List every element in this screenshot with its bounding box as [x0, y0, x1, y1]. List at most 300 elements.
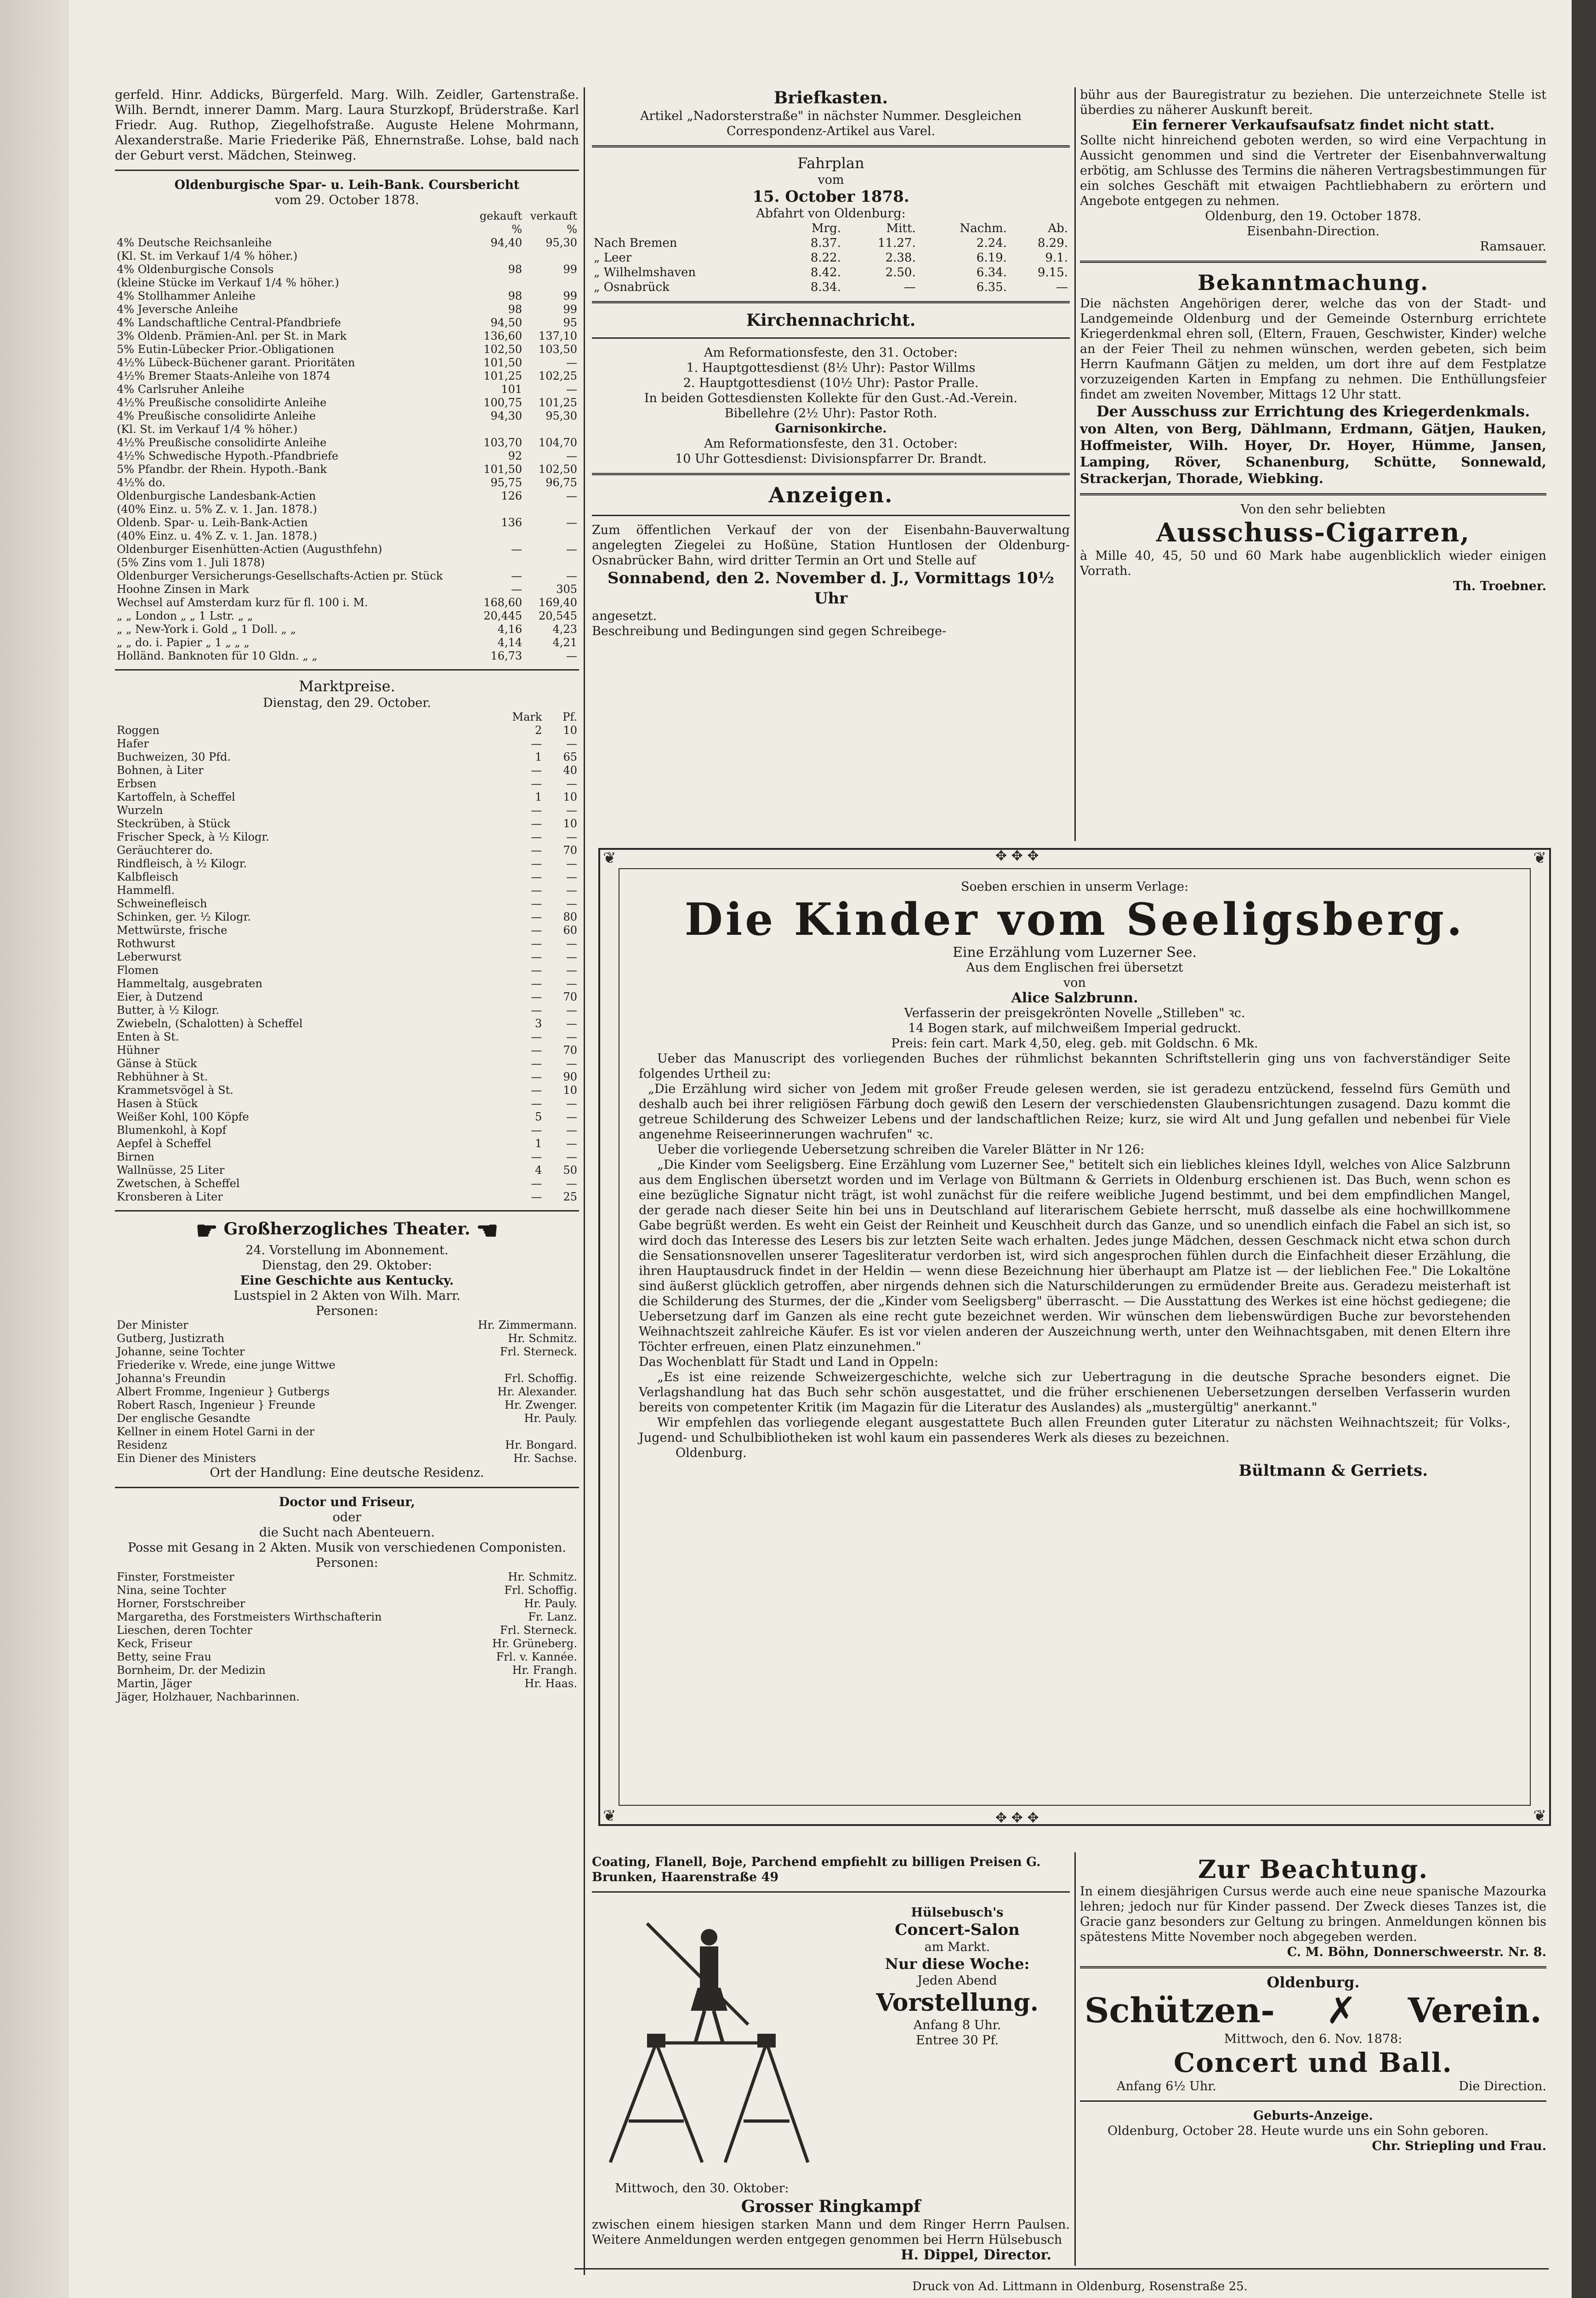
salon-start: Anfang 8 Uhr.	[913, 2018, 1001, 2032]
timetable-head: Mitt.	[886, 222, 916, 235]
market-cell: —	[566, 777, 577, 790]
bank-cell: 5% Pfandbr. der Rhein. Hypoth.-Bank	[117, 463, 327, 476]
cast-row	[115, 1650, 579, 1664]
garrison-church-title: Garnisonkirche.	[775, 421, 887, 436]
market-cell: —	[566, 857, 577, 870]
cast-cell: Frl. Schoffig.	[504, 1584, 577, 1597]
church-news-title: Kirchennachricht.	[746, 311, 916, 330]
market-rows	[115, 724, 579, 1204]
bank-cell: 98	[508, 303, 523, 316]
market-cell: —	[566, 884, 577, 897]
bank-cell: 4½% Schwedische Hypoth.-Pfandbriefe	[117, 449, 339, 462]
bank-row	[115, 449, 579, 463]
notice-org: Eisenbahn-Direction.	[1247, 224, 1380, 239]
bank-row	[115, 316, 579, 330]
divider	[115, 1487, 579, 1488]
market-cell: 2	[535, 724, 542, 737]
market-cell: 10	[563, 817, 577, 830]
book-author-note: Verfasserin der preisgekrönten Novelle „Stilleben" ꝛc.	[904, 1006, 1245, 1020]
divider	[1080, 1966, 1546, 1968]
bank-cell: 4,23	[552, 623, 577, 636]
newspaper-page	[69, 0, 1572, 2298]
market-cell: —	[531, 977, 542, 990]
market-cell: 80	[563, 910, 577, 923]
play1-title: Eine Geschichte aus Kentucky.	[240, 1274, 454, 1288]
bank-cell: 101,50	[483, 463, 523, 476]
bank-cell: (kleine Stücke im Verkauf 1/4 % höher.)	[117, 276, 339, 289]
timetable-cell: 8.34.	[810, 280, 841, 294]
bank-cell: 94,50	[490, 316, 523, 329]
auction-end-2: Beschreibung und Bedingungen sind gegen Schreibege-	[592, 624, 947, 638]
market-cell: —	[531, 1190, 542, 1203]
cast-cell: Hr. Haas.	[524, 1677, 577, 1690]
cast-cell: Der englische Gesandte	[117, 1412, 250, 1425]
market-row	[115, 1137, 579, 1150]
cast-cell: Frl. Sterneck.	[500, 1624, 577, 1637]
market-cell: —	[566, 1137, 577, 1150]
bank-row	[115, 556, 579, 569]
market-cell: —	[566, 1177, 577, 1190]
market-cell: Kartoffeln, à Scheffel	[117, 791, 235, 803]
bank-cell: —	[566, 356, 577, 369]
market-cell: —	[566, 1017, 577, 1030]
market-cell: —	[531, 1057, 542, 1070]
cast-cell: Nina, seine Tochter	[117, 1584, 226, 1597]
bank-cell: „ „ do. i. Papier „ 1 „ „ „	[117, 636, 250, 649]
market-row	[115, 1190, 579, 1204]
market-cell: 25	[563, 1190, 577, 1203]
bank-row	[115, 463, 579, 476]
bank-cell: —	[566, 449, 577, 462]
bank-cell	[474, 556, 524, 569]
market-cell: —	[531, 737, 542, 750]
bank-cell: 103,50	[539, 343, 577, 356]
bank-report-date: vom 29. October 1878.	[275, 193, 419, 207]
cast-row	[115, 1412, 579, 1425]
bank-rows	[115, 236, 579, 663]
market-cell: Zwiebeln, (Schalotten) à Scheffel	[117, 1017, 303, 1030]
bank-cell: 4% Stollhammer Anleihe	[117, 290, 256, 302]
bank-cell: Oldenburgische Landesbank-Actien	[117, 489, 316, 502]
cast-cell: Albert Fromme, Ingenieur } Gutbergs	[117, 1385, 330, 1398]
wrestling-signature: H. Dippel, Director.	[901, 2247, 1051, 2263]
market-row	[115, 1177, 579, 1190]
bank-cell: Hoohne Zinsen in Mark	[117, 583, 249, 596]
timetable-row	[592, 280, 1070, 295]
market-cell: Zwetschen, à Scheffel	[117, 1177, 240, 1190]
bank-cell: 96,75	[545, 476, 577, 489]
market-prices-date: Dienstag, den 29. October.	[263, 696, 431, 710]
bank-cell: 137,10	[539, 330, 577, 342]
bank-head-pct: %	[511, 223, 523, 236]
timetable-cell: 11.27.	[878, 236, 916, 250]
market-cell: Hühner	[117, 1044, 159, 1057]
cast-cell: Johanna's Freundin	[117, 1372, 226, 1385]
bank-cell: 20,445	[483, 609, 523, 622]
market-cell: —	[566, 1030, 577, 1043]
bank-cell: 101	[501, 383, 523, 396]
divider	[592, 337, 1070, 339]
market-cell: —	[531, 844, 542, 857]
timetable-cell: 8.37.	[810, 236, 841, 250]
cast-cell: Betty, seine Frau	[117, 1650, 212, 1663]
market-cell: —	[566, 1097, 577, 1110]
cast-row	[115, 1345, 579, 1359]
market-cell: Enten à St.	[117, 1030, 179, 1043]
bank-row	[115, 489, 579, 503]
bank-row	[115, 396, 579, 410]
book-publisher: Bültmann & Gerriets.	[1238, 1462, 1428, 1480]
wrestling-date: Mittwoch, den 30. Oktober:	[615, 2181, 789, 2196]
cast-cell	[464, 1690, 579, 1704]
market-cell: —	[566, 977, 577, 990]
market-cell: Hammelfl.	[117, 884, 175, 897]
club-event: Concert und Ball.	[1174, 2047, 1453, 2078]
book-author: Alice Salzbrunn.	[1011, 990, 1138, 1006]
corner-ornament-icon: ❦	[1533, 849, 1546, 867]
church-line: 1. Hauptgottesdienst (8½ Uhr): Pastor Willms	[686, 361, 976, 375]
market-cell: —	[531, 1044, 542, 1057]
bank-cell	[524, 503, 579, 516]
cast-row	[115, 1624, 579, 1637]
bank-cell: Oldenburger Versicherungs-Gesellschafts-Actien pr. Stück	[117, 569, 443, 582]
market-cell: —	[531, 1030, 542, 1043]
bank-cell: (40% Einz. u. 5% Z. v. 1. Jan. 1878.)	[117, 503, 318, 516]
market-cell: 70	[563, 844, 577, 857]
divider	[592, 301, 1070, 303]
bank-cell: „ „ London „ „ 1 Lstr. „ „	[117, 609, 253, 622]
market-row	[115, 924, 579, 937]
bank-cell: —	[566, 383, 577, 396]
lease-text: Sollte nicht hinreichend geboten werden, so wird eine Verpachtung in Aussicht genommen und sind die Vertreter der Eisenbahnverwaltung erbötig, am Schlusse des Termins die näheren Vertragsbestimmungen für ein solches Geschäft mit etwaigen Pachtliebhabern zu erörtern und Angebote entgegen zu nehmen.	[1080, 133, 1546, 208]
bank-cell: 305	[556, 583, 577, 596]
cast-cell: Martin, Jäger	[117, 1677, 192, 1690]
cast-cell: Robert Rasch, Ingenieur } Freunde	[117, 1399, 316, 1411]
market-row	[115, 1070, 579, 1084]
bank-cell: 102,50	[483, 343, 523, 356]
garrison-line: 10 Uhr Gottesdienst: Divisionspfarrer Dr. Brandt.	[675, 452, 987, 466]
market-cell: Hafer	[117, 737, 149, 750]
market-cell: Gänse à Stück	[117, 1057, 197, 1070]
cast-row	[115, 1610, 579, 1624]
market-row	[115, 950, 579, 964]
announcement-title: Bekanntmachung.	[1198, 270, 1429, 295]
market-row	[115, 737, 579, 751]
garrison-line: Am Reformationsfeste, den 31. October:	[704, 437, 958, 451]
market-cell: —	[531, 1084, 542, 1097]
market-cell: Steckrüben, à Stück	[117, 817, 230, 830]
bank-cell	[524, 423, 579, 436]
bank-cell: 94,40	[490, 236, 523, 249]
timetable-cell: 2.50.	[885, 266, 916, 279]
market-cell: —	[531, 937, 542, 950]
theater-title: Großherzogliches Theater.	[223, 1219, 471, 1239]
market-cell: —	[531, 857, 542, 870]
market-cell: —	[531, 924, 542, 937]
book-review-quote-3: „Es ist eine reizende Schweizergeschichte, welche sich zur Uebertragung in die deutsche Sprache besonders eignet. Die Verlagshandlung hat das Buch sehr schön ausgestattet, und die früher erschienenen Uebersetzungen derselben Verfasserin wurden bereits von competenter Kritik (im Magazin für die Literatur des Auslandes) als „mustergültig" anerkannt."	[639, 1370, 1511, 1415]
market-cell: Eier, à Dutzend	[117, 990, 203, 1003]
timetable-head: Nachm.	[960, 222, 1007, 235]
cast-row	[115, 1372, 579, 1385]
market-row	[115, 870, 579, 884]
play2-line: oder	[332, 1510, 362, 1524]
timetable-row	[592, 236, 1070, 250]
club-title-left: Schützen-	[1085, 1991, 1275, 2031]
market-cell: —	[566, 964, 577, 977]
market-cell: —	[566, 870, 577, 883]
bank-row	[115, 343, 579, 356]
divider	[115, 170, 579, 171]
timetable-cell: Nach Bremen	[594, 236, 677, 250]
bank-cell: (Kl. St. im Verkauf 1/4 % höher.)	[117, 423, 298, 436]
market-cell: Hammeltalg, ausgebraten	[117, 977, 262, 990]
salon-location: am Markt.	[924, 1940, 990, 1954]
timetable-date: 15. October 1878.	[752, 188, 909, 206]
market-cell: Wallnüsse, 25 Liter	[117, 1164, 225, 1177]
market-row	[115, 1084, 579, 1097]
market-row	[115, 1164, 579, 1177]
market-row	[115, 1030, 579, 1044]
timetable-row	[592, 265, 1070, 280]
cast-cell: Hr. Alexander.	[497, 1385, 577, 1398]
bank-cell: 99	[563, 303, 577, 316]
market-row	[115, 1124, 579, 1137]
cast-row	[115, 1690, 579, 1704]
cast-cell: Frl. Schoffig.	[504, 1372, 577, 1385]
market-cell: Birnen	[117, 1150, 154, 1163]
bank-cell: 4½% Bremer Staats-Anleihe von 1874	[117, 370, 330, 382]
cast-row	[115, 1439, 579, 1452]
cast-row	[115, 1452, 579, 1465]
market-cell: Butter, à ½ Kilogr.	[117, 1004, 220, 1017]
notice-place-date: Oldenburg, den 19. October 1878.	[1205, 209, 1421, 223]
bank-cell	[474, 423, 524, 436]
bank-cell: (Kl. St. im Verkauf 1/4 % höher.)	[117, 250, 298, 262]
cast-cell: Hr. Frangh.	[512, 1664, 577, 1677]
bank-cell: (40% Einz. u. 4% Z. v. 1. Jan. 1878.)	[117, 529, 318, 542]
printer-imprint: Druck von Ad. Littmann in Oldenburg, Rosenstraße 25.	[912, 2280, 1248, 2293]
bank-head-gekauft: gekauft	[479, 210, 523, 222]
no-further-sale: Ein fernerer Verkaufsaufsatz findet nicht statt.	[1131, 117, 1495, 133]
market-row	[115, 884, 579, 897]
corner-ornament-icon: ❦	[603, 1807, 616, 1825]
theater-heading	[115, 1218, 579, 1243]
bank-cell: 3% Oldenb. Prämien-Anl. per St. in Mark	[117, 330, 347, 342]
bank-row	[115, 436, 579, 449]
timetable-cell: —	[903, 280, 916, 294]
bank-row	[115, 250, 579, 263]
market-row	[115, 1097, 579, 1110]
bank-cell: 20,545	[539, 609, 577, 622]
bank-cell: 102,50	[539, 463, 577, 476]
auction-text: Zum öffentlichen Verkauf der von der Eisenbahn-Bauverwaltung angelegten Ziegelei zu Hoßüne, Station Huntlosen der Oldenburg-Osnabrücker Bahn, wird dritter Termin an Ort und Stelle auf	[592, 523, 1070, 568]
bank-row	[115, 290, 579, 303]
bank-cell: Oldenb. Spar- u. Leih-Bank-Actien	[117, 516, 308, 529]
church-line: In beiden Gottesdiensten Kollekte für den Gust.-Ad.-Verein.	[644, 391, 1018, 405]
theater-line: 24. Vorstellung im Abonnement.	[245, 1243, 449, 1257]
club-title-right: Verein.	[1408, 1991, 1542, 2031]
market-row	[115, 1150, 579, 1164]
market-cell: Buchweizen, 30 Pfd.	[117, 751, 231, 763]
market-cell: Aepfel à Scheffel	[117, 1137, 211, 1150]
cast-cell	[432, 1359, 579, 1372]
market-cell: —	[566, 1150, 577, 1163]
column-3	[1080, 87, 1546, 846]
bank-row	[115, 583, 579, 596]
bank-cell	[524, 250, 579, 263]
birth-notice-signature: Chr. Striepling und Frau.	[1372, 2139, 1546, 2153]
bank-cell: 4½% Lübeck-Büchener garant. Prioritäten	[117, 356, 355, 369]
cast-row	[115, 1664, 579, 1677]
timetable-cell: 8.29.	[1037, 236, 1068, 250]
cast-cell: Gutberg, Justizrath	[117, 1332, 225, 1345]
bottom-column-2	[592, 1854, 1070, 2263]
bank-row	[115, 303, 579, 316]
market-cell: —	[531, 910, 542, 923]
market-row	[115, 1017, 579, 1030]
cast-cell: Horner, Forstschreiber	[117, 1597, 245, 1610]
salon-name: Concert-Salon	[895, 1921, 1020, 1939]
cast-cell: Hr. Schmitz.	[508, 1332, 577, 1345]
market-cell: Bohnen, à Liter	[117, 764, 204, 777]
market-row	[115, 751, 579, 764]
wrestling-ad	[592, 2181, 1070, 2263]
bank-cell: 101,25	[483, 370, 523, 382]
market-cell: —	[566, 937, 577, 950]
market-cell: —	[531, 990, 542, 1003]
divider	[1080, 261, 1546, 263]
market-cell: Flomen	[117, 964, 159, 977]
market-cell: Krammetsvögel à St.	[117, 1084, 233, 1097]
cast-cell: Keck, Friseur	[117, 1637, 192, 1650]
market-row	[115, 1057, 579, 1070]
book-advertisement	[598, 848, 1551, 1826]
dance-notice-title: Zur Beachtung.	[1198, 1854, 1429, 1884]
bank-row	[115, 330, 579, 343]
bank-cell: 92	[508, 449, 523, 462]
bottom-column-3	[1080, 1854, 1546, 2259]
club-footer-row	[1080, 2079, 1546, 2094]
market-cell: —	[531, 870, 542, 883]
market-cell: Hasen à Stück	[117, 1097, 198, 1110]
cast-row	[115, 1359, 579, 1372]
letterbox-text: Artikel „Nadorsterstraße" in nächster Nummer. Desgleichen Correspondenz-Artikel aus Varel.	[640, 109, 1022, 138]
bank-cell: Holländ. Banknoten für 10 Gldn. „ „	[117, 649, 318, 662]
column-rule-3	[1074, 1852, 1076, 2266]
bank-cell: 169,40	[539, 596, 577, 609]
cast-row	[115, 1637, 579, 1650]
bank-cell: 99	[563, 263, 577, 276]
divider	[592, 1891, 1070, 1893]
market-cell: —	[531, 817, 542, 830]
salon-owner: Hülsebusch's	[911, 1906, 1004, 1920]
divider	[592, 515, 1070, 516]
club-city: Oldenburg.	[1267, 1974, 1360, 1991]
market-cell: —	[531, 964, 542, 977]
pointing-hand-right-icon: ☛	[195, 1216, 218, 1245]
bank-cell: 98	[508, 290, 523, 302]
cast-row	[115, 1597, 579, 1610]
timetable-cell: 6.35.	[976, 280, 1007, 294]
market-row	[115, 990, 579, 1004]
market-cell: Rindfleisch, à ½ Kilogr.	[117, 857, 247, 870]
market-cell: Kronsberen à Liter	[117, 1190, 223, 1203]
bank-cell	[524, 529, 579, 543]
bank-row	[115, 516, 579, 529]
bank-cell	[474, 503, 524, 516]
binding-edge-right	[1572, 0, 1596, 2298]
bank-rates-table	[115, 210, 579, 663]
timetable-head: Mrg.	[812, 222, 841, 235]
market-cell: —	[566, 1110, 577, 1123]
timetable-cell: 2.38.	[885, 251, 916, 265]
timetable-cell: 9.15.	[1037, 266, 1068, 279]
market-row	[115, 964, 579, 977]
crossed-rifles-icon: ✗	[1326, 1989, 1357, 2032]
salon-evening: Jeden Abend	[917, 1974, 997, 1988]
bank-cell: Oldenburger Eisenhütten-Actien (Augusthfehn)	[117, 543, 382, 556]
book-intro: Soeben erschien in unserm Verlage:	[960, 880, 1189, 894]
column-rule-2	[1074, 87, 1076, 841]
textile-ad: Coating, Flanell, Boje, Parchend empfiehlt zu billigen Preisen G. Brunken, Haarenstraße 49	[592, 1855, 1041, 1884]
bank-row	[115, 649, 579, 663]
column-1	[115, 87, 579, 2224]
book-review-quote-2: „Die Kinder vom Seeligsberg. Eine Erzählung vom Luzerner See," betitelt sich ein liebliches kleines Idyll, welches von Alice Salzbrunn aus dem Englischen übersetzt worden und im Verlage von Bültmann & Gerriets in Oldenburg erschienen ist. Das Buch, wenn schon es eine bezügliche Signatur nicht trägt, ist wohl zunächst für die reifere weibliche Jugend bestimmt, und bei dem empfindlichen Mangel, der gerade nach dieser Seite hin bei uns in Deutschland auf literarischem Gebiete herrscht, muß dasselbe als eine hochwillkommene Gabe begrüßt werden. Es weht ein Geist der Reinheit und Keuschheit durch das Ganze, und so unendlich einfach die Fabel an sich ist, so wird doch das Interesse des Lesers bis zur letzten Seite wach erhalten. Jedes junge Mädchen, dessen Geschmack nicht etwa schon durch die Sensationsnovellen unserer Tagesliteratur verdorben ist, wird sich angesprochen fühlen durch die Einfachheit dieser Erzählung, die ihren Hauptausdruck findet in der Heldin — wenn diese Bezeichnung hier überhaupt am Platze ist — der lieblichen Fee." Die Lokaltöne sind äußerst glücklich getroffen, aber nirgends dehnen sich die Naturschilderungen zu ermüdender Breite aus. Geradezu meisterhaft ist die Schilderung des Sturmes, der die „Kinder vom Seeligsberg" überrascht. — Die Ausstattung des Werkes ist eine höchst gediegene; die Uebersetzung darf im Ganzen als eine recht gute bezeichnet werden. Wir wünschen dem liebenswürdigen Buche zur bevorstehenden Weihnachtszeit zahlreiche Käufer. Es ist vor vielen anderen der Auszeichnung werth, unter den Weihnachtsgaben, mit denen Eltern ihre Töchter erfreuen, einen Platz einzunehmen."	[639, 1158, 1511, 1354]
concert-salon-ad	[849, 1905, 1065, 2048]
market-row	[115, 764, 579, 777]
market-cell: —	[531, 1150, 542, 1163]
market-cell: 60	[563, 924, 577, 937]
church-line: 2. Hauptgottesdienst (10½ Uhr): Pastor Pralle.	[683, 376, 979, 390]
bank-cell: 104,70	[539, 436, 577, 449]
tightrope-walker-illustration	[596, 1905, 835, 2176]
bank-row	[115, 636, 579, 649]
divider	[592, 473, 1070, 475]
footer-rule	[574, 2268, 1549, 2270]
wrestling-title: Grosser Ringkampf	[741, 2197, 921, 2216]
cast-row	[115, 1425, 579, 1439]
market-row	[115, 777, 579, 791]
timetable-cell: „ Osnabrück	[594, 280, 670, 294]
bank-row	[115, 623, 579, 636]
cast2-table	[115, 1570, 579, 1704]
market-cell: —	[566, 737, 577, 750]
book-recommendation: Wir empfehlen das vorliegende elegant ausgestattete Buch allen Freunden guter Literatur zu nächsten Weihnachtszeit; für Volks-, Jugend- und Schulbibliotheken ist wohl kaum ein passenderes Werk als dieses zu bezeichnen.	[639, 1416, 1511, 1445]
cigar-text: à Mille 40, 45, 50 und 60 Mark habe augenblicklich wieder einigen Vorrath.	[1080, 549, 1546, 578]
bank-cell: —	[566, 569, 577, 582]
market-row	[115, 791, 579, 804]
market-cell: —	[566, 830, 577, 843]
bank-cell: 4% Oldenburgische Consols	[117, 263, 274, 276]
divider	[1080, 2100, 1546, 2102]
cast-cell: Hr. Sachse.	[513, 1452, 577, 1465]
cast-cell: Hr. Pauly.	[524, 1412, 577, 1425]
divider	[592, 145, 1070, 148]
dance-teacher: C. M. Böhn, Donnerschweerstr. Nr. 8.	[1287, 1945, 1546, 1959]
market-cell: —	[531, 804, 542, 817]
cast-cell: Ein Diener des Ministers	[117, 1452, 256, 1465]
bank-row	[115, 503, 579, 516]
market-cell: Rebhühner à St.	[117, 1070, 208, 1083]
bank-cell: 4% Preußische consolidirte Anleihe	[117, 410, 316, 422]
bank-cell: —	[511, 583, 523, 596]
bank-cell: 168,60	[483, 596, 523, 609]
bank-row	[115, 543, 579, 556]
bank-cell: 126	[501, 489, 523, 502]
bank-row	[115, 596, 579, 609]
cast-cell: Frl. Sterneck.	[500, 1345, 577, 1358]
market-cell: —	[531, 777, 542, 790]
